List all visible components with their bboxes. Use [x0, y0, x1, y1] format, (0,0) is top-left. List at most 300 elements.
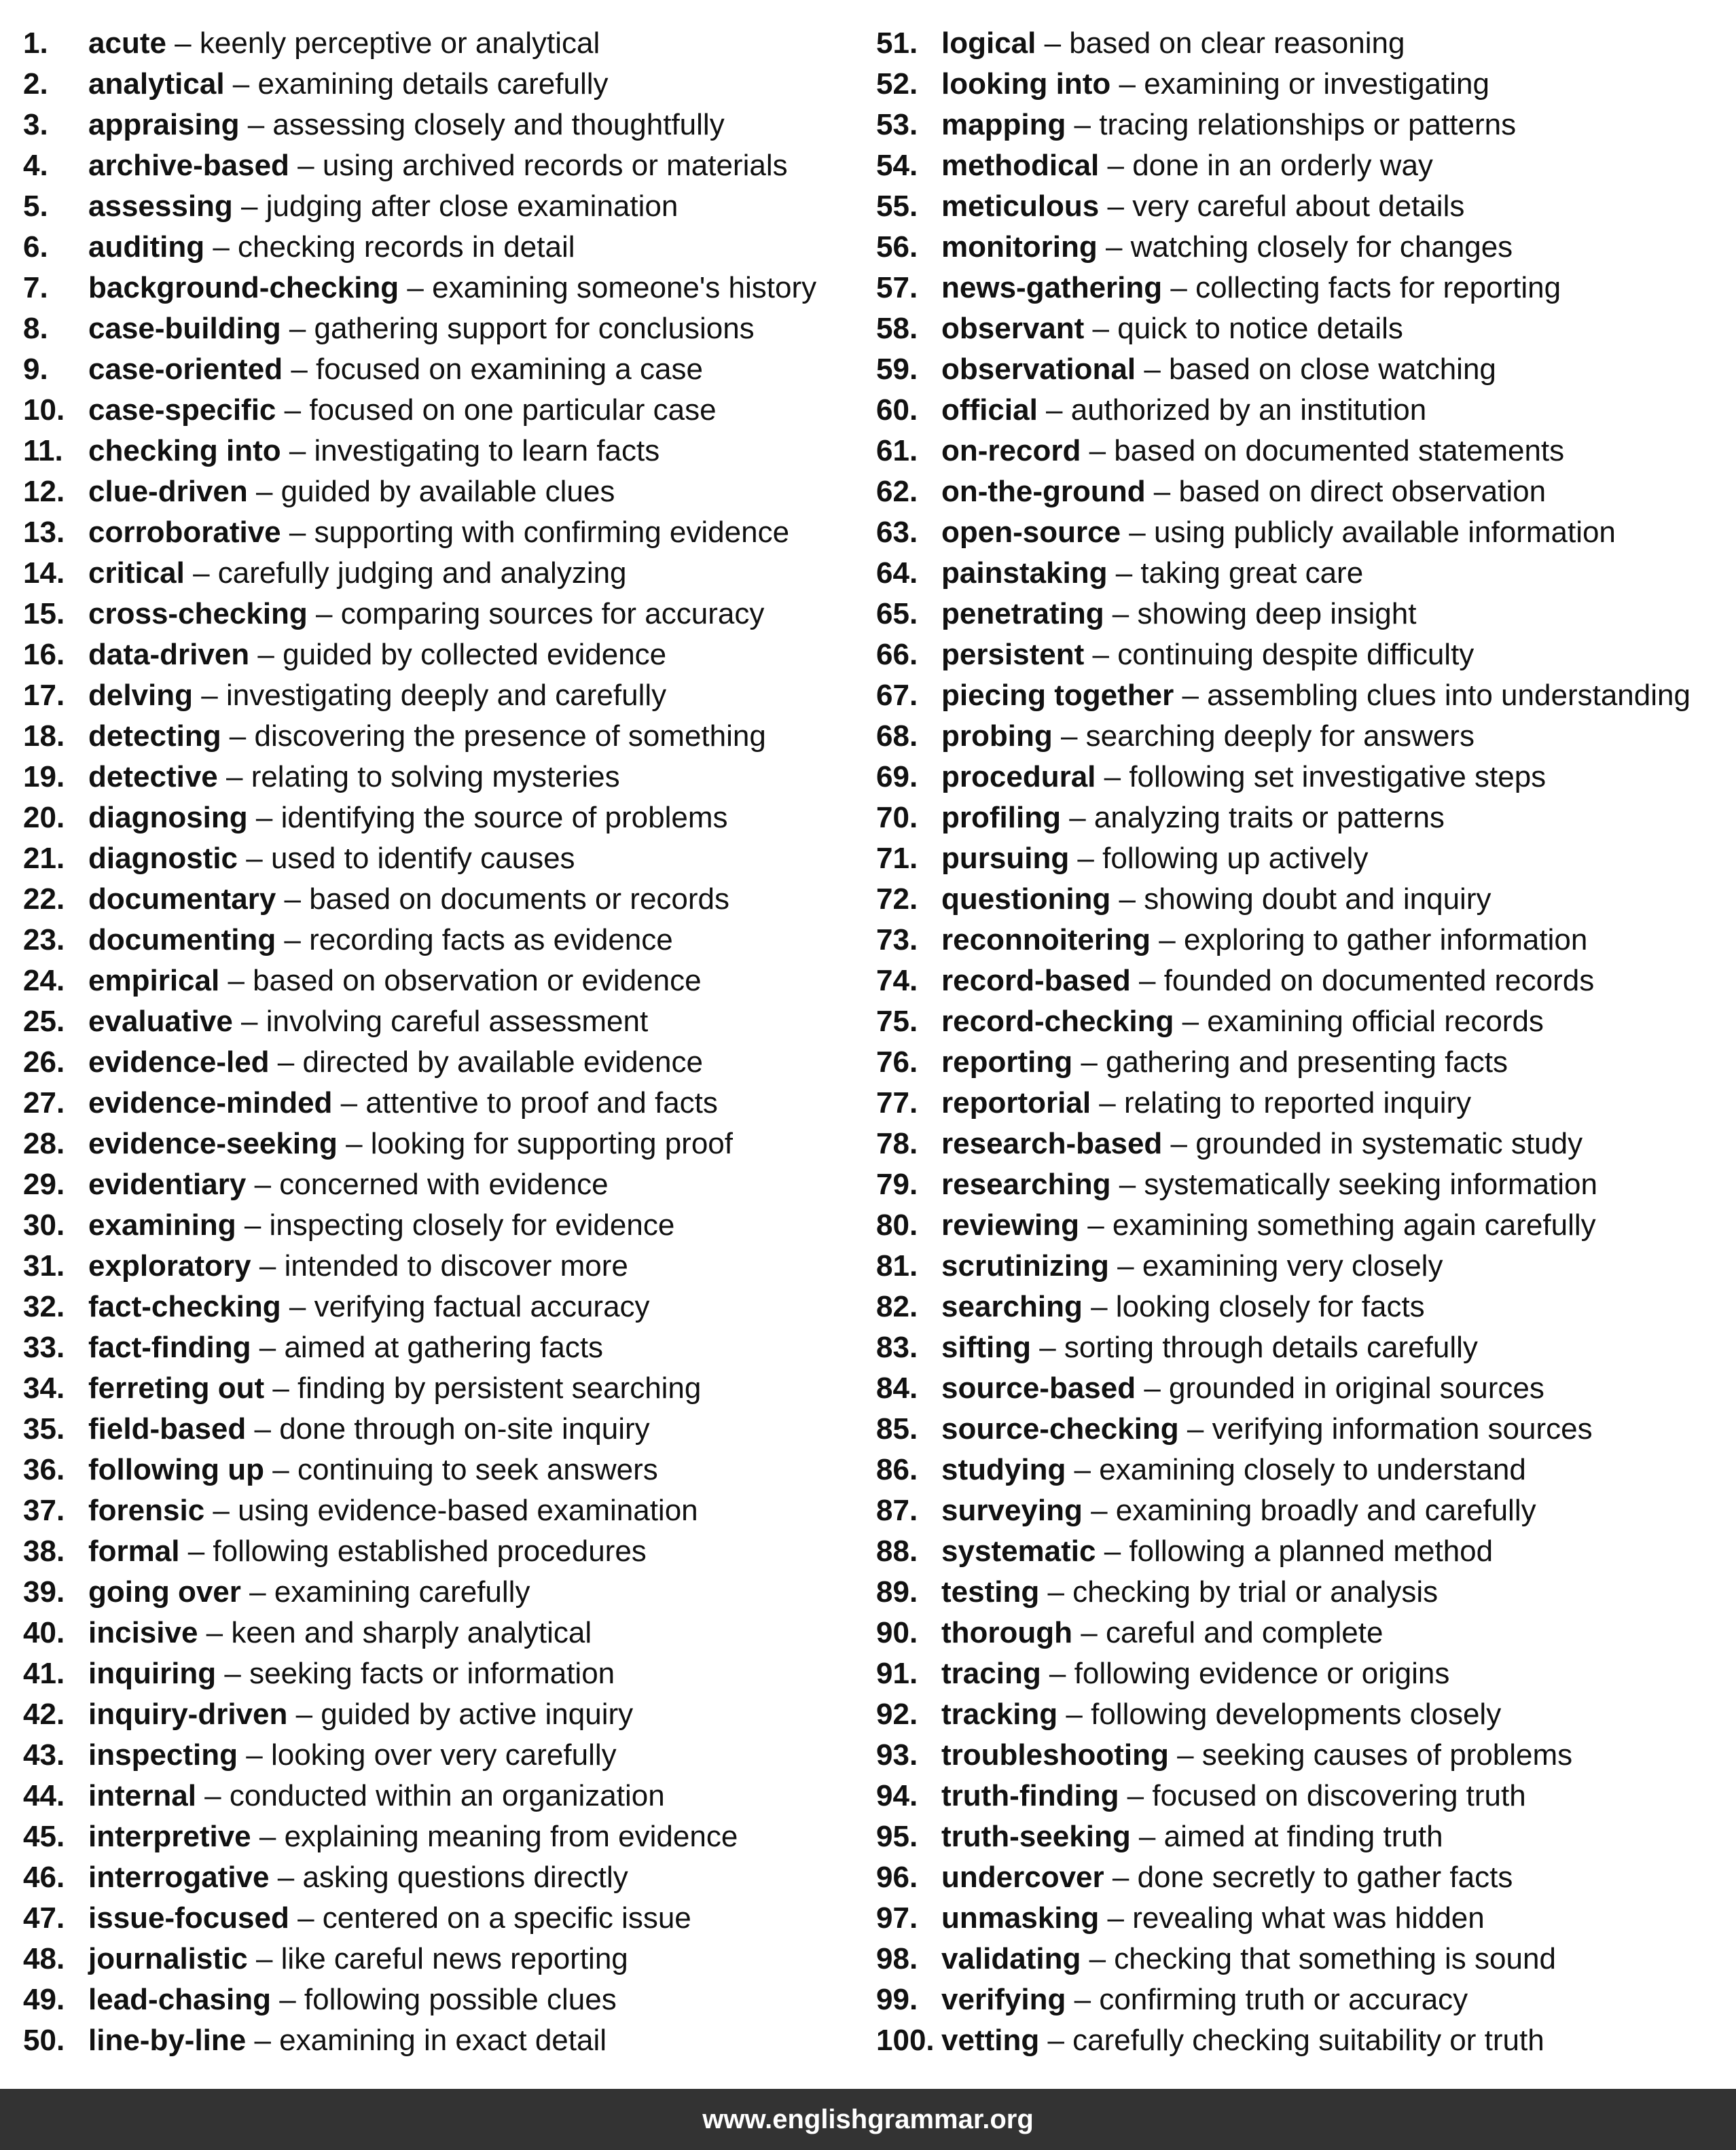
- item-term: delving: [88, 679, 194, 712]
- item-definition: relating to reported inquiry: [1123, 1086, 1472, 1119]
- list-item: [876, 349, 1732, 390]
- list-item: [876, 757, 1732, 798]
- list-item: [876, 553, 1732, 594]
- item-number: 82.: [876, 1290, 918, 1323]
- item-number: 56.: [876, 230, 918, 264]
- list-item: [23, 1327, 858, 1368]
- item-number: 18.: [23, 719, 65, 753]
- item-number: 25.: [23, 1005, 65, 1038]
- item-separator: –: [399, 271, 433, 304]
- item-separator: –: [1174, 1005, 1208, 1038]
- item-separator: –: [216, 1657, 250, 1690]
- item-term: official: [941, 393, 1038, 427]
- item-definition: using archived records or materials: [322, 149, 788, 182]
- item-number: 8.: [23, 312, 48, 345]
- item-separator: –: [307, 597, 341, 630]
- item-definition: done through on-site inquiry: [279, 1412, 650, 1446]
- item-separator: –: [264, 1453, 297, 1486]
- item-definition: focused on examining a case: [316, 353, 703, 386]
- item-term: reviewing: [941, 1208, 1079, 1242]
- item-definition: keenly perceptive or analytical: [199, 26, 600, 60]
- item-separator: –: [1069, 842, 1103, 875]
- item-definition: based on direct observation: [1178, 475, 1547, 508]
- item-separator: –: [1107, 556, 1141, 590]
- item-term: studying: [941, 1453, 1066, 1486]
- item-number: 58.: [876, 312, 918, 345]
- item-separator: –: [1121, 516, 1154, 549]
- item-term: piecing together: [941, 679, 1174, 712]
- item-number: 36.: [23, 1453, 65, 1486]
- list-item: [876, 961, 1732, 1001]
- item-definition: conducted within an organization: [229, 1779, 665, 1812]
- item-term: research-based: [941, 1127, 1163, 1160]
- list-item: [23, 838, 858, 879]
- footer-bar: [0, 2089, 1736, 2150]
- item-number: 67.: [876, 679, 918, 712]
- item-number: 21.: [23, 842, 65, 875]
- item-term: clue-driven: [88, 475, 248, 508]
- footer-url[interactable]: www.englishgrammar.org: [702, 2104, 1034, 2134]
- list-item: [23, 268, 858, 308]
- item-term: logical: [941, 26, 1036, 60]
- item-number: 55.: [876, 190, 918, 223]
- item-number: 37.: [23, 1494, 65, 1527]
- item-definition: examining very closely: [1142, 1249, 1443, 1283]
- item-term: verifying: [941, 1983, 1066, 2016]
- item-term: auditing: [88, 230, 205, 264]
- word-list: [0, 23, 1736, 2061]
- item-separator: –: [1052, 719, 1086, 753]
- list-item: [876, 1857, 1732, 1898]
- item-definition: continuing to seek answers: [297, 1453, 658, 1486]
- item-definition: looking for supporting proof: [370, 1127, 734, 1160]
- item-definition: explaining meaning from evidence: [284, 1820, 738, 1853]
- item-term: ferreting out: [88, 1372, 265, 1405]
- item-term: procedural: [941, 760, 1096, 793]
- item-definition: using evidence-based examination: [238, 1494, 698, 1527]
- item-number: 78.: [876, 1127, 918, 1160]
- item-definition: very careful about details: [1132, 190, 1465, 223]
- item-separator: –: [1136, 1372, 1170, 1405]
- list-item: [23, 1083, 858, 1124]
- item-number: 35.: [23, 1412, 65, 1446]
- item-definition: collecting facts for reporting: [1195, 271, 1561, 304]
- item-separator: –: [232, 1005, 266, 1038]
- item-definition: assessing closely and thoughtfully: [272, 108, 725, 141]
- item-separator: –: [1072, 1616, 1106, 1649]
- item-definition: based on documented statements: [1114, 434, 1565, 467]
- item-separator: –: [238, 1738, 271, 1772]
- item-separator: –: [1079, 1208, 1113, 1242]
- list-item: [876, 798, 1732, 838]
- item-number: 51.: [876, 26, 918, 60]
- item-separator: –: [269, 1045, 303, 1079]
- item-term: evidence-minded: [88, 1086, 333, 1119]
- list-item: [876, 23, 1732, 64]
- list-item: [23, 64, 858, 105]
- list-item: [876, 1939, 1732, 1979]
- item-definition: done in an orderly way: [1132, 149, 1433, 182]
- list-item: [876, 920, 1732, 961]
- list-item: [23, 512, 858, 553]
- item-number: 13.: [23, 516, 65, 549]
- item-definition: judging after close examination: [266, 190, 679, 223]
- item-number: 48.: [23, 1942, 65, 1975]
- item-separator: –: [1099, 149, 1133, 182]
- item-number: 1.: [23, 26, 48, 60]
- item-term: thorough: [941, 1616, 1073, 1649]
- list-item: [23, 145, 858, 186]
- item-number: 23.: [23, 923, 65, 956]
- item-definition: done secretly to gather facts: [1137, 1861, 1513, 1894]
- item-number: 87.: [876, 1494, 918, 1527]
- list-item: [23, 186, 858, 227]
- item-number: 38.: [23, 1535, 65, 1568]
- list-item: [876, 431, 1732, 471]
- item-number: 29.: [23, 1168, 65, 1201]
- item-separator: –: [276, 882, 310, 916]
- item-definition: examining closely to understand: [1099, 1453, 1526, 1486]
- item-definition: based on documents or records: [309, 882, 730, 916]
- item-term: surveying: [941, 1494, 1083, 1527]
- item-number: 69.: [876, 760, 918, 793]
- item-definition: investigating deeply and carefully: [225, 679, 667, 712]
- item-separator: –: [204, 1494, 238, 1527]
- item-separator: –: [184, 556, 218, 590]
- item-number: 59.: [876, 353, 918, 386]
- item-definition: based on observation or evidence: [253, 964, 702, 997]
- item-definition: tracing relationships or patterns: [1099, 108, 1517, 141]
- item-number: 71.: [876, 842, 918, 875]
- item-term: probing: [941, 719, 1053, 753]
- item-definition: grounded in original sources: [1169, 1372, 1544, 1405]
- list-item: [23, 390, 858, 431]
- item-definition: showing deep insight: [1137, 597, 1417, 630]
- item-term: background-checking: [88, 271, 399, 304]
- list-item: [876, 1531, 1732, 1572]
- item-term: observational: [941, 353, 1136, 386]
- item-term: on-the-ground: [941, 475, 1146, 508]
- item-definition: recording facts as evidence: [309, 923, 673, 956]
- item-term: evidence-seeking: [88, 1127, 338, 1160]
- item-term: lead-chasing: [88, 1983, 271, 2016]
- item-term: tracing: [941, 1657, 1041, 1690]
- item-definition: guided by collected evidence: [283, 638, 667, 671]
- list-item: [876, 1287, 1732, 1327]
- item-number: 27.: [23, 1086, 65, 1119]
- item-term: detecting: [88, 719, 221, 753]
- item-definition: identifying the source of problems: [281, 801, 728, 834]
- item-number: 83.: [876, 1331, 918, 1364]
- item-separator: –: [287, 1698, 321, 1731]
- list-item: [876, 1164, 1732, 1205]
- list-item: [23, 1287, 858, 1327]
- item-definition: carefully checking suitability or truth: [1072, 2024, 1544, 2057]
- item-definition: grounded in systematic study: [1195, 1127, 1583, 1160]
- item-number: 95.: [876, 1820, 918, 1853]
- item-separator: –: [238, 842, 271, 875]
- list-item: [23, 594, 858, 634]
- list-item: [23, 634, 858, 675]
- list-item: [23, 1694, 858, 1735]
- item-separator: –: [251, 1249, 285, 1283]
- item-separator: –: [281, 516, 314, 549]
- item-separator: –: [281, 1290, 314, 1323]
- item-separator: –: [247, 801, 281, 834]
- item-separator: –: [193, 679, 226, 712]
- item-definition: examining or investigating: [1144, 67, 1489, 101]
- item-separator: –: [249, 638, 283, 671]
- item-number: 16.: [23, 638, 65, 671]
- list-item: [23, 105, 858, 145]
- item-separator: –: [1130, 1820, 1164, 1853]
- item-separator: –: [1084, 312, 1118, 345]
- item-definition: following a planned method: [1129, 1535, 1494, 1568]
- item-separator: –: [1036, 26, 1070, 60]
- list-item: [876, 1898, 1732, 1939]
- list-item: [876, 1083, 1732, 1124]
- item-number: 63.: [876, 516, 918, 549]
- item-definition: examining something again carefully: [1112, 1208, 1596, 1242]
- item-number: 90.: [876, 1616, 918, 1649]
- item-term: news-gathering: [941, 271, 1163, 304]
- item-definition: guided by available clues: [281, 475, 615, 508]
- item-definition: authorized by an institution: [1070, 393, 1427, 427]
- item-definition: focused on discovering truth: [1152, 1779, 1526, 1812]
- list-item: [876, 268, 1732, 308]
- item-definition: directed by available evidence: [302, 1045, 703, 1079]
- list-item: [876, 186, 1732, 227]
- list-item: [23, 920, 858, 961]
- item-term: case-specific: [88, 393, 276, 427]
- list-item: [23, 1939, 858, 1979]
- list-item: [876, 1979, 1732, 2020]
- list-item: [876, 1572, 1732, 1613]
- item-term: validating: [941, 1942, 1081, 1975]
- item-separator: –: [264, 1372, 298, 1405]
- item-separator: –: [198, 1616, 232, 1649]
- item-separator: –: [166, 26, 200, 60]
- list-item: [876, 1409, 1732, 1450]
- list-item: [23, 1124, 858, 1164]
- item-definition: examining carefully: [274, 1575, 530, 1609]
- item-term: interpretive: [88, 1820, 251, 1853]
- item-definition: systematically seeking information: [1144, 1168, 1597, 1201]
- list-item: [23, 1572, 858, 1613]
- list-item: [876, 1368, 1732, 1409]
- item-separator: –: [239, 108, 273, 141]
- item-definition: gathering support for conclusions: [314, 312, 755, 345]
- item-term: inquiry-driven: [88, 1698, 288, 1731]
- item-definition: following up actively: [1102, 842, 1369, 875]
- item-term: going over: [88, 1575, 241, 1609]
- item-definition: centered on a specific issue: [322, 1901, 691, 1935]
- item-term: evaluative: [88, 1005, 233, 1038]
- item-separator: –: [269, 1861, 303, 1894]
- item-definition: showing doubt and inquiry: [1144, 882, 1491, 916]
- item-separator: –: [246, 1412, 280, 1446]
- item-definition: searching deeply for answers: [1085, 719, 1475, 753]
- item-number: 19.: [23, 760, 65, 793]
- item-definition: quick to notice details: [1117, 312, 1403, 345]
- item-definition: guided by active inquiry: [321, 1698, 634, 1731]
- item-term: documentary: [88, 882, 276, 916]
- item-number: 5.: [23, 190, 48, 223]
- item-number: 41.: [23, 1657, 65, 1690]
- list-item: [23, 1164, 858, 1205]
- item-number: 40.: [23, 1616, 65, 1649]
- item-term: undercover: [941, 1861, 1104, 1894]
- item-number: 4.: [23, 149, 48, 182]
- item-number: 81.: [876, 1249, 918, 1283]
- list-item: [876, 1001, 1732, 1042]
- item-term: testing: [941, 1575, 1040, 1609]
- item-number: 44.: [23, 1779, 65, 1812]
- item-separator: –: [1162, 1127, 1196, 1160]
- item-separator: –: [221, 719, 255, 753]
- item-separator: –: [204, 230, 238, 264]
- item-term: forensic: [88, 1494, 205, 1527]
- item-separator: –: [251, 1331, 285, 1364]
- list-item: [23, 879, 858, 920]
- item-separator: –: [247, 475, 281, 508]
- item-definition: concerned with evidence: [279, 1168, 609, 1201]
- item-definition: looking over very carefully: [270, 1738, 617, 1772]
- item-number: 12.: [23, 475, 65, 508]
- item-term: looking into: [941, 67, 1111, 101]
- item-number: 26.: [23, 1045, 65, 1079]
- item-definition: continuing despite difficulty: [1117, 638, 1475, 671]
- item-term: evidence-led: [88, 1045, 270, 1079]
- list-item: [876, 1450, 1732, 1490]
- word-list-column-right: [876, 23, 1732, 2061]
- list-item: [23, 1368, 858, 1409]
- item-definition: examining someone's history: [432, 271, 817, 304]
- item-term: researching: [941, 1168, 1111, 1201]
- item-definition: following set investigative steps: [1129, 760, 1547, 793]
- item-term: cross-checking: [88, 597, 308, 630]
- item-term: interrogative: [88, 1861, 270, 1894]
- item-definition: comparing sources for accuracy: [340, 597, 765, 630]
- item-separator: –: [1130, 964, 1164, 997]
- item-term: searching: [941, 1290, 1083, 1323]
- item-number: 88.: [876, 1535, 918, 1568]
- item-term: questioning: [941, 882, 1111, 916]
- list-item: [23, 1613, 858, 1653]
- item-definition: aimed at gathering facts: [284, 1331, 604, 1364]
- list-item: [876, 1653, 1732, 1694]
- item-number: 2.: [23, 67, 48, 101]
- item-definition: keen and sharply analytical: [231, 1616, 592, 1649]
- item-separator: –: [1151, 923, 1184, 956]
- item-separator: –: [1174, 679, 1208, 712]
- item-term: fact-checking: [88, 1290, 281, 1323]
- item-definition: investigating to learn facts: [314, 434, 660, 467]
- item-number: 50.: [23, 2024, 65, 2057]
- item-separator: –: [281, 434, 314, 467]
- item-number: 46.: [23, 1861, 65, 1894]
- item-term: documenting: [88, 923, 276, 956]
- item-number: 66.: [876, 638, 918, 671]
- item-separator: –: [196, 1779, 230, 1812]
- item-separator: –: [179, 1535, 213, 1568]
- list-item: [876, 594, 1732, 634]
- list-item: [23, 1246, 858, 1287]
- item-separator: –: [1099, 1901, 1133, 1935]
- item-term: on-record: [941, 434, 1081, 467]
- item-definition: looking closely for facts: [1115, 1290, 1425, 1323]
- item-definition: carefully judging and analyzing: [217, 556, 627, 590]
- list-item: [876, 105, 1732, 145]
- item-definition: like careful news reporting: [281, 1942, 628, 1975]
- list-item: [876, 227, 1732, 268]
- item-term: vetting: [941, 2024, 1040, 2057]
- item-separator: –: [1136, 353, 1170, 386]
- item-number: 24.: [23, 964, 65, 997]
- item-definition: following possible clues: [304, 1983, 617, 2016]
- list-item: [876, 1816, 1732, 1857]
- item-number: 76.: [876, 1045, 918, 1079]
- item-separator: –: [1110, 1168, 1144, 1201]
- item-number: 22.: [23, 882, 65, 916]
- item-term: sifting: [941, 1331, 1031, 1364]
- list-item: [23, 2020, 858, 2061]
- item-number: 52.: [876, 67, 918, 101]
- item-definition: used to identify causes: [270, 842, 575, 875]
- item-separator: –: [1057, 1698, 1091, 1731]
- item-separator: –: [1096, 1535, 1129, 1568]
- item-term: critical: [88, 556, 185, 590]
- item-term: reportorial: [941, 1086, 1091, 1119]
- item-term: evidentiary: [88, 1168, 247, 1201]
- item-term: inquiring: [88, 1657, 217, 1690]
- item-separator: –: [1066, 1983, 1100, 2016]
- item-definition: analyzing traits or patterns: [1093, 801, 1445, 834]
- item-number: 49.: [23, 1983, 65, 2016]
- item-number: 92.: [876, 1698, 918, 1731]
- item-term: exploratory: [88, 1249, 251, 1283]
- item-separator: –: [224, 67, 258, 101]
- item-number: 60.: [876, 393, 918, 427]
- item-definition: verifying information sources: [1212, 1412, 1593, 1446]
- item-number: 34.: [23, 1372, 65, 1405]
- item-number: 97.: [876, 1901, 918, 1935]
- item-separator: –: [1082, 1494, 1116, 1527]
- item-number: 39.: [23, 1575, 65, 1609]
- list-item: [23, 23, 858, 64]
- list-item: [876, 634, 1732, 675]
- item-separator: –: [247, 1942, 281, 1975]
- list-item: [23, 1653, 858, 1694]
- list-item: [23, 1490, 858, 1531]
- item-separator: –: [1039, 1575, 1073, 1609]
- item-term: fact-finding: [88, 1331, 251, 1364]
- item-term: corroborative: [88, 516, 281, 549]
- item-separator: –: [332, 1086, 366, 1119]
- item-definition: examining in exact detail: [279, 2024, 607, 2057]
- item-definition: watching closely for changes: [1130, 230, 1513, 264]
- list-item: [876, 1042, 1732, 1083]
- item-separator: –: [236, 1208, 270, 1242]
- item-separator: –: [1041, 1657, 1074, 1690]
- item-definition: focused on one particular case: [309, 393, 717, 427]
- list-item: [876, 879, 1732, 920]
- item-term: field-based: [88, 1412, 247, 1446]
- item-separator: –: [1162, 271, 1196, 304]
- item-definition: seeking facts or information: [249, 1657, 615, 1690]
- list-item: [23, 716, 858, 757]
- item-separator: –: [1066, 108, 1100, 141]
